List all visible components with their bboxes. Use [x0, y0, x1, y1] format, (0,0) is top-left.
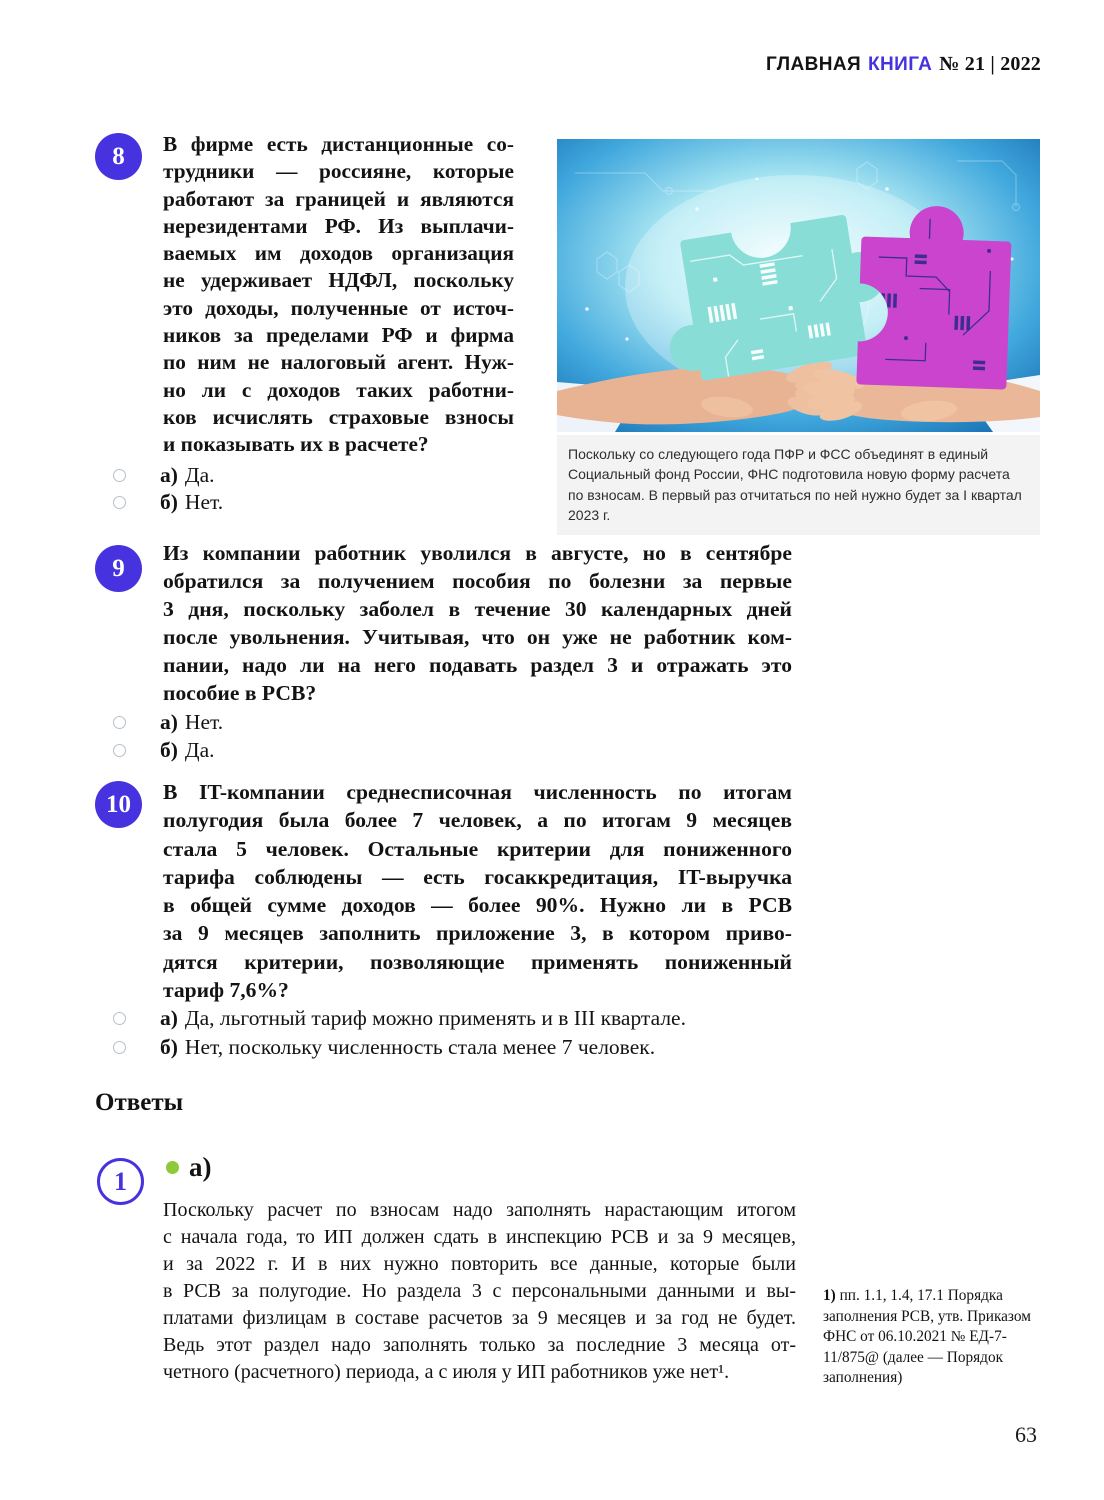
text-line: пособие в РСВ?	[163, 681, 317, 705]
footnote	[823, 1286, 1045, 1389]
text-line: и показывать их в расчете?	[163, 432, 429, 457]
text-line: дятся критерии, позволяющие применять пониженный	[163, 949, 792, 974]
answer-option-label: а)	[189, 1152, 212, 1182]
text-line: пании, надо ли на него подавать раздел 3 и отражать это	[163, 653, 792, 677]
radio-icon[interactable]	[113, 716, 126, 729]
question-8-badge: 8	[95, 133, 142, 180]
footnote-text: пп. 1.1, 1.4, 17.1 Порядка заполнения РСВ, утв. Приказом ФНС от 06.10.2021 № ЕД-7-11/875@ (далее — Порядок заполнения)	[823, 1287, 1031, 1386]
question-8-text	[163, 131, 514, 459]
question-8-option-a[interactable]	[113, 462, 215, 488]
option-label: б)	[160, 489, 178, 514]
option-text: Да.	[184, 462, 215, 487]
text-line: платами физлицам в составе расчетов за 9 месяцев и за год не будет.	[163, 1307, 796, 1329]
text-line: четного (расчетного) периода, а с июля у ИП работников уже нет¹.	[163, 1361, 730, 1383]
text-line: Поскольку расчет по взносам надо заполнять нарастающим итогом	[163, 1199, 796, 1221]
issue-number: № 21 | 2022	[939, 53, 1041, 75]
question-9-badge: 9	[95, 545, 142, 592]
text-line: в РСВ за полугодие. Но раздела 3 с персональными данными и вы-	[163, 1280, 796, 1302]
text-line: нерезидентами РФ. Из выплачи-	[163, 213, 514, 238]
text-line: Из компании работник уволился в августе, но в сентябре	[163, 541, 792, 565]
text-line: после увольнения. Учитывая, что он уже не работник ком-	[163, 625, 792, 649]
option-label: б)	[160, 737, 178, 762]
text-line: ваемых им доходов организация	[163, 241, 514, 266]
option-text: Да, льготный тариф можно применять и в III квартале.	[184, 1005, 686, 1030]
radio-icon[interactable]	[113, 496, 126, 509]
answer-1-badge: 1	[97, 1158, 144, 1205]
option-label: а)	[160, 1005, 178, 1030]
answer-1-text	[163, 1197, 796, 1386]
text-line: обратился за получением пособия по болезни за первые	[163, 569, 792, 593]
text-line: стала 5 человек. Остальные критерии для пониженного	[163, 836, 792, 861]
page-header	[766, 53, 1041, 76]
question-9-text	[163, 539, 792, 707]
text-line: тарифа соблюдены — есть госаккредитация, IT-выручка	[163, 864, 792, 889]
magazine-title-accent: КНИГА	[868, 54, 933, 75]
option-text: Нет.	[184, 489, 224, 514]
question-9-option-a[interactable]	[113, 709, 223, 735]
text-line: Ведь этот раздел надо заполнять только за последние 3 месяца от-	[163, 1334, 796, 1356]
option-text: Нет, поскольку численность стала менее 7 человек.	[184, 1034, 656, 1059]
question-9-option-b[interactable]	[113, 737, 215, 763]
text-line: трудники — россияне, которые	[163, 159, 514, 184]
photo-illustration	[557, 139, 1040, 432]
text-line: не удерживает НДФЛ, поскольку	[163, 268, 514, 293]
magazine-title-primary: ГЛАВНАЯ	[766, 54, 862, 75]
radio-icon[interactable]	[113, 469, 126, 482]
text-line: с начала года, то ИП должен сдать в инспекцию РСВ и за 9 месяцев,	[163, 1226, 796, 1248]
text-line: В IT-компании среднесписочная численность по итогам	[163, 780, 792, 804]
option-label: а)	[160, 462, 178, 487]
text-line: 3 дня, поскольку заболел в течение 30 календарных дней	[163, 597, 792, 621]
bullet-icon	[166, 1161, 179, 1174]
question-10-text	[163, 778, 792, 1004]
text-line: по ним не налоговый агент. Нуж-	[163, 350, 514, 375]
footnote-marker: 1)	[823, 1287, 836, 1304]
option-text: Да.	[184, 737, 215, 762]
text-line: но ли с доходов таких работни-	[163, 377, 514, 402]
option-label: а)	[160, 709, 178, 734]
text-line: за 9 месяцев заполнить приложение 3, в котором приво-	[163, 921, 792, 946]
page-number: 63	[1015, 1422, 1037, 1447]
question-8-option-b[interactable]	[113, 489, 223, 515]
text-line: В фирме есть дистанционные со-	[163, 132, 514, 156]
option-label: б)	[160, 1034, 178, 1059]
answer-1-correct-option	[166, 1152, 212, 1183]
question-10-option-b[interactable]	[113, 1034, 655, 1060]
article-photo	[557, 139, 1040, 535]
text-line: ников за пределами РФ и фирма	[163, 323, 514, 348]
answers-heading: Ответы	[95, 1089, 184, 1116]
text-line: и за 2022 г. И в них нужно повторить все данные, которые были	[163, 1253, 796, 1275]
radio-icon[interactable]	[113, 1041, 126, 1054]
question-10-option-a[interactable]	[113, 1005, 686, 1031]
option-text: Нет.	[184, 709, 224, 734]
question-10-badge: 10	[95, 781, 142, 828]
text-line: ков исчислять страховые взносы	[163, 404, 514, 429]
text-line: полугодия была более 7 человек, а по итогам 9 месяцев	[163, 808, 792, 833]
text-line: в общей сумме доходов — более 90%. Нужно ли в РСВ	[163, 893, 792, 918]
radio-icon[interactable]	[113, 744, 126, 757]
text-line: работают за границей и являются	[163, 186, 514, 211]
radio-icon[interactable]	[113, 1012, 126, 1025]
photo-caption: Поскольку со следующего года ПФР и ФСС объединят в единый Социальный фонд России, ФНС подготовила новую форму расчета по взносам. В первый раз отчитаться по ней нужно будет за I квартал 2023 г.	[557, 435, 1040, 535]
text-line: это доходы, полученные от источ-	[163, 295, 514, 320]
text-line: тариф 7,6%?	[163, 978, 289, 1003]
